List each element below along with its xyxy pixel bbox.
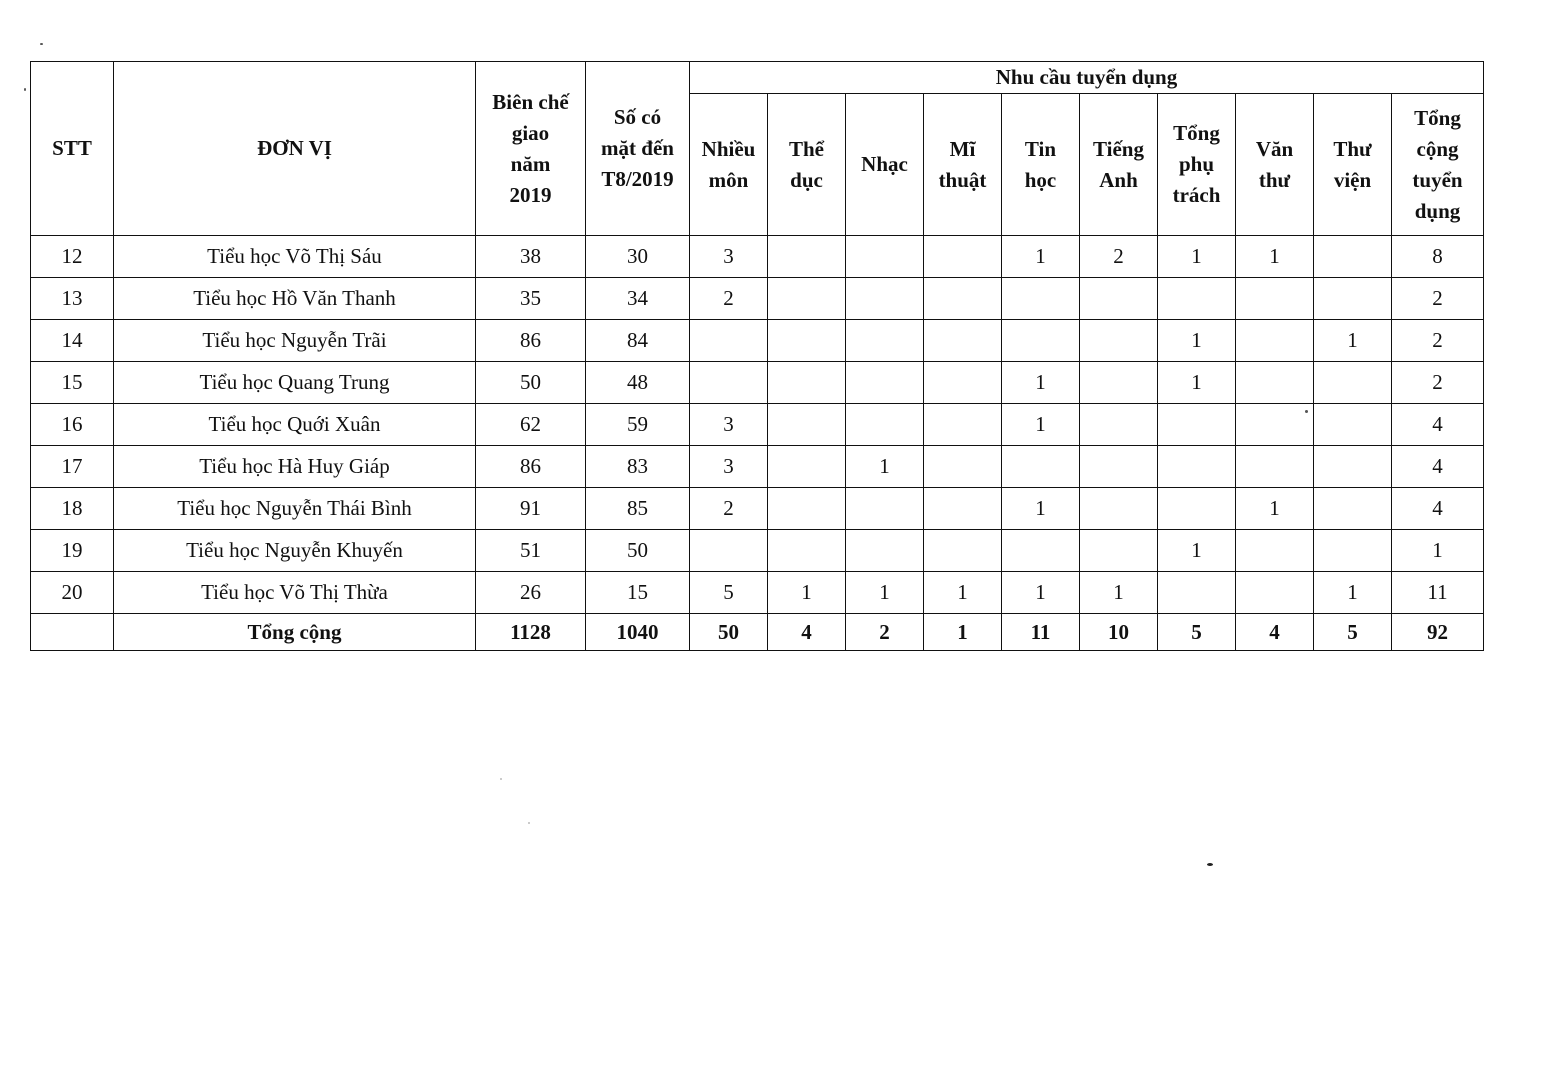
header-demand-line: trách — [1172, 183, 1221, 207]
cell-demand — [924, 488, 1002, 530]
cell-demand — [1314, 488, 1392, 530]
header-demand-line: Văn — [1255, 136, 1294, 161]
cell-demand: 1 — [1314, 572, 1392, 614]
header-demand-col — [1392, 94, 1484, 236]
cell-demand — [1080, 320, 1158, 362]
total-label: Tổng cộng — [114, 614, 476, 651]
header-present-line: Số có — [613, 105, 662, 129]
cell-demand: 1 — [1002, 404, 1080, 446]
scan-speck — [528, 822, 530, 824]
cell-demand: 1 — [1158, 530, 1236, 572]
cell-demand: 4 — [1392, 488, 1484, 530]
cell-demand — [768, 446, 846, 488]
cell-demand — [1080, 446, 1158, 488]
total-demand: 50 — [690, 614, 768, 651]
cell-demand — [846, 530, 924, 572]
cell-stt: 19 — [31, 530, 114, 572]
cell-stt: 20 — [31, 572, 114, 614]
cell-demand: 11 — [1392, 572, 1484, 614]
cell-demand: 2 — [690, 278, 768, 320]
cell-demand — [1236, 572, 1314, 614]
total-demand: 5 — [1158, 614, 1236, 651]
table-row — [31, 236, 1484, 278]
cell-demand — [690, 320, 768, 362]
total-demand: 4 — [1236, 614, 1314, 651]
cell-demand: 1 — [924, 572, 1002, 614]
cell-demand: 1 — [846, 446, 924, 488]
header-demand-line: Tiếng — [1093, 136, 1144, 161]
cell-demand: 2 — [1392, 320, 1484, 362]
header-demand-col — [1314, 94, 1392, 236]
cell-demand: 8 — [1392, 236, 1484, 278]
header-demand-line: Anh — [1099, 167, 1138, 192]
cell-demand — [1158, 572, 1236, 614]
cell-demand — [1080, 278, 1158, 320]
header-present-line: mặt đến — [601, 136, 674, 160]
cell-demand — [1314, 236, 1392, 278]
cell-unit: Tiểu học Võ Thị Sáu — [114, 236, 476, 278]
cell-quota: 38 — [476, 236, 586, 278]
cell-present: 84 — [586, 320, 690, 362]
header-unit: ĐƠN VỊ — [114, 62, 476, 236]
table-body — [31, 236, 1484, 651]
total-demand: 11 — [1002, 614, 1080, 651]
header-demand-line: dụng — [1414, 198, 1461, 223]
cell-demand — [846, 320, 924, 362]
cell-demand — [1002, 446, 1080, 488]
header-present — [586, 62, 690, 236]
header-demand-line: Nhiều — [701, 136, 756, 161]
cell-present: 30 — [586, 236, 690, 278]
cell-demand: 1 — [1158, 362, 1236, 404]
cell-demand — [1158, 446, 1236, 488]
cell-demand — [924, 404, 1002, 446]
cell-demand: 1 — [1236, 236, 1314, 278]
total-present: 1040 — [586, 614, 690, 651]
cell-demand — [924, 320, 1002, 362]
cell-demand — [846, 278, 924, 320]
cell-demand: 2 — [1080, 236, 1158, 278]
cell-demand: 1 — [1158, 320, 1236, 362]
cell-present: 85 — [586, 488, 690, 530]
header-demand-col — [768, 94, 846, 236]
cell-demand — [1314, 278, 1392, 320]
total-demand: 4 — [768, 614, 846, 651]
header-quota — [476, 62, 586, 236]
cell-stt: 17 — [31, 446, 114, 488]
table-row — [31, 404, 1484, 446]
header-demand-line: Tổng — [1414, 105, 1461, 130]
cell-demand — [768, 530, 846, 572]
cell-unit: Tiểu học Hồ Văn Thanh — [114, 278, 476, 320]
cell-present: 34 — [586, 278, 690, 320]
total-demand: 1 — [924, 614, 1002, 651]
header-demand-col — [924, 94, 1002, 236]
cell-stt — [31, 614, 114, 651]
total-demand: 2 — [846, 614, 924, 651]
cell-stt: 16 — [31, 404, 114, 446]
cell-demand — [1314, 446, 1392, 488]
cell-demand: 1 — [1392, 530, 1484, 572]
staffing-table — [30, 61, 1484, 651]
scan-speck — [1207, 863, 1213, 866]
cell-demand — [1236, 320, 1314, 362]
cell-quota: 62 — [476, 404, 586, 446]
cell-demand — [1236, 446, 1314, 488]
cell-stt: 18 — [31, 488, 114, 530]
cell-demand — [690, 362, 768, 404]
total-demand: 92 — [1392, 614, 1484, 651]
header-demand-line: phụ — [1178, 152, 1215, 176]
cell-demand — [1158, 278, 1236, 320]
cell-demand: 1 — [1314, 320, 1392, 362]
header-demand-line: Nhạc — [861, 152, 908, 176]
cell-demand — [1314, 530, 1392, 572]
cell-demand — [846, 404, 924, 446]
cell-demand: 2 — [1392, 362, 1484, 404]
cell-demand: 5 — [690, 572, 768, 614]
header-demand-line: môn — [708, 167, 749, 192]
cell-demand — [1158, 488, 1236, 530]
cell-demand: 2 — [690, 488, 768, 530]
cell-demand — [924, 278, 1002, 320]
cell-unit: Tiểu học Võ Thị Thừa — [114, 572, 476, 614]
header-demand-col — [1236, 94, 1314, 236]
scan-speck — [1305, 410, 1308, 413]
header-demand-col — [1080, 94, 1158, 236]
cell-quota: 51 — [476, 530, 586, 572]
header-demand-col — [690, 94, 768, 236]
cell-present: 48 — [586, 362, 690, 404]
cell-demand — [768, 404, 846, 446]
table-row — [31, 488, 1484, 530]
table-row — [31, 530, 1484, 572]
header-demand-col — [846, 94, 924, 236]
header-quota-line: Biên chế — [492, 89, 569, 114]
header-demand-line: Tổng — [1173, 121, 1220, 145]
cell-unit: Tiểu học Hà Huy Giáp — [114, 446, 476, 488]
header-demand-line: cộng — [1416, 136, 1459, 161]
cell-stt: 13 — [31, 278, 114, 320]
cell-quota: 35 — [476, 278, 586, 320]
header-demand-line: viện — [1333, 167, 1372, 192]
cell-demand — [768, 488, 846, 530]
cell-demand — [1080, 362, 1158, 404]
cell-demand: 3 — [690, 404, 768, 446]
cell-quota: 86 — [476, 446, 586, 488]
cell-demand — [690, 530, 768, 572]
header-demand-group: Nhu cầu tuyển dụng — [690, 62, 1484, 94]
header-present-line: T8/2019 — [601, 167, 674, 191]
table-row — [31, 320, 1484, 362]
cell-demand — [1158, 404, 1236, 446]
header-demand-line: dục — [790, 167, 823, 192]
cell-demand: 1 — [1080, 572, 1158, 614]
cell-unit: Tiểu học Quới Xuân — [114, 404, 476, 446]
cell-demand: 1 — [1158, 236, 1236, 278]
cell-demand — [1080, 530, 1158, 572]
cell-demand — [1236, 362, 1314, 404]
cell-demand: 1 — [1236, 488, 1314, 530]
header-demand-col — [1158, 94, 1236, 236]
cell-demand — [846, 488, 924, 530]
table-header — [31, 62, 1484, 236]
header-demand-line: thư — [1258, 167, 1291, 192]
total-quota: 1128 — [476, 614, 586, 651]
cell-present: 50 — [586, 530, 690, 572]
cell-demand — [768, 362, 846, 404]
cell-demand — [1002, 320, 1080, 362]
cell-demand: 1 — [1002, 488, 1080, 530]
cell-demand: 1 — [1002, 362, 1080, 404]
table-row — [31, 362, 1484, 404]
cell-demand — [1236, 404, 1314, 446]
cell-unit: Tiểu học Nguyễn Thái Bình — [114, 488, 476, 530]
cell-stt: 12 — [31, 236, 114, 278]
cell-quota: 26 — [476, 572, 586, 614]
cell-demand: 2 — [1392, 278, 1484, 320]
cell-demand — [768, 236, 846, 278]
header-quota-line: 2019 — [509, 182, 552, 207]
cell-demand — [924, 362, 1002, 404]
cell-unit: Tiểu học Quang Trung — [114, 362, 476, 404]
total-demand: 10 — [1080, 614, 1158, 651]
cell-present: 59 — [586, 404, 690, 446]
cell-unit: Tiểu học Nguyễn Khuyến — [114, 530, 476, 572]
cell-quota: 91 — [476, 488, 586, 530]
scan-speck — [24, 88, 26, 91]
cell-demand — [1314, 362, 1392, 404]
cell-demand — [924, 530, 1002, 572]
cell-demand — [1236, 278, 1314, 320]
cell-demand: 1 — [1002, 236, 1080, 278]
table-row — [31, 446, 1484, 488]
header-demand-col — [1002, 94, 1080, 236]
cell-demand — [1002, 278, 1080, 320]
cell-demand — [768, 320, 846, 362]
total-row — [31, 614, 1484, 651]
cell-demand: 1 — [1002, 572, 1080, 614]
scan-speck — [40, 43, 43, 45]
header-quota-line: giao — [511, 120, 550, 145]
header-demand-line: học — [1024, 167, 1057, 192]
header-demand-line: Mĩ — [949, 136, 976, 161]
header-demand-line: Thư — [1333, 136, 1372, 161]
cell-demand — [1002, 530, 1080, 572]
header-demand-line: tuyển — [1412, 167, 1463, 192]
cell-demand — [1080, 488, 1158, 530]
scan-speck — [500, 778, 502, 780]
cell-demand: 4 — [1392, 404, 1484, 446]
cell-demand — [924, 236, 1002, 278]
cell-demand — [1236, 530, 1314, 572]
cell-demand: 3 — [690, 446, 768, 488]
header-quota-line: năm — [510, 151, 551, 176]
cell-stt: 15 — [31, 362, 114, 404]
cell-present: 83 — [586, 446, 690, 488]
cell-demand: 3 — [690, 236, 768, 278]
table-row — [31, 278, 1484, 320]
cell-present: 15 — [586, 572, 690, 614]
header-demand-line: Thể — [788, 136, 824, 161]
cell-demand — [846, 236, 924, 278]
cell-demand — [768, 278, 846, 320]
cell-quota: 50 — [476, 362, 586, 404]
header-stt: STT — [31, 62, 114, 236]
total-demand: 5 — [1314, 614, 1392, 651]
cell-stt: 14 — [31, 320, 114, 362]
header-demand-line: Tin — [1024, 136, 1057, 161]
cell-demand: 4 — [1392, 446, 1484, 488]
cell-demand — [846, 362, 924, 404]
cell-demand — [1080, 404, 1158, 446]
cell-demand — [1314, 404, 1392, 446]
cell-demand: 1 — [846, 572, 924, 614]
header-demand-line: thuật — [938, 167, 987, 192]
table-row — [31, 572, 1484, 614]
cell-demand — [924, 446, 1002, 488]
cell-unit: Tiểu học Nguyễn Trãi — [114, 320, 476, 362]
cell-quota: 86 — [476, 320, 586, 362]
cell-demand: 1 — [768, 572, 846, 614]
